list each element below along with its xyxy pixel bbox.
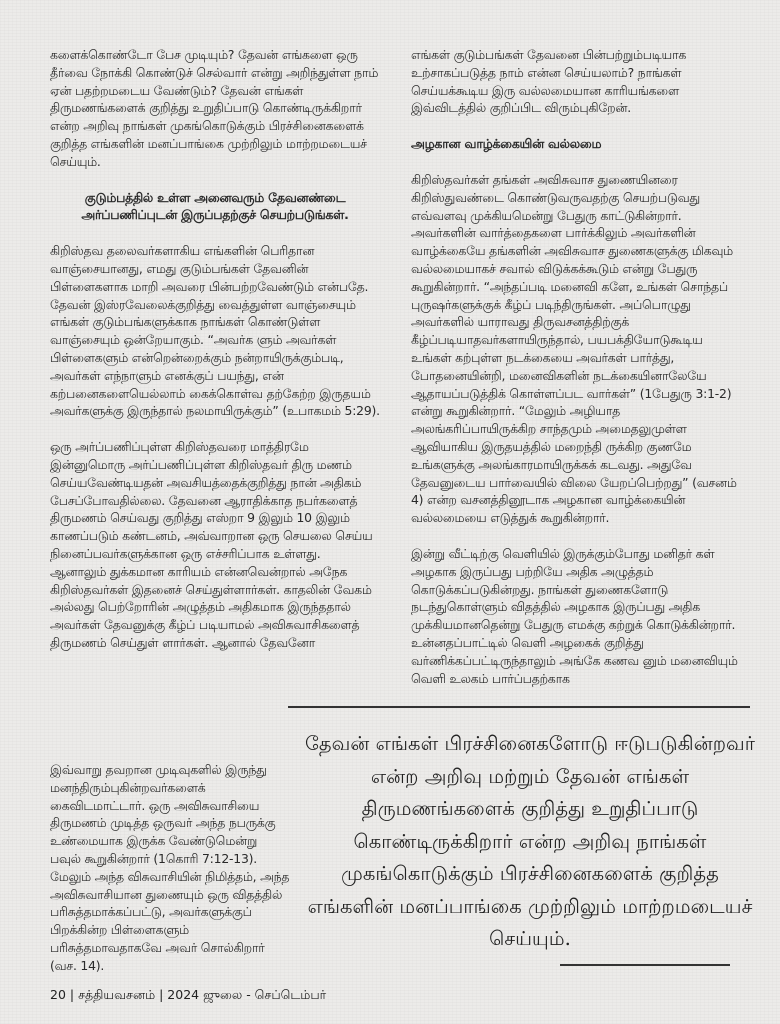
quote-bottom-rule [560, 964, 730, 966]
pull-quote: தேவன் எங்கள் பிரச்சினைகளோடு ஈடுபடுகின்றவர் என்ற அறிவு மற்றும் தேவன் எங்கள் திருமணங்களைக் குறித்து உறுதிப்பாடு கொண்டிருக்கிறார் என்ற அறிவு நாங்கள் முகங்கொடுக்கும் பிரச்சினைகளைக் குறித்த எங்களின் மனப்பாங்கை முற்றிலும் மாற்றமடையச் செய்யும். [304, 732, 756, 950]
paragraph-leaders: கிறிஸ்தவ தலைவர்களாகிய எங்களின் பெரிதான வாஞ்சையானது, எமது குடும்பங்கள் தேவனின் பிள்ளைகளாக மாறி அவரை பின்பற்றவேண்டும் என்பதே. தேவன் இஸ்ரவேலைக்குறித்து வைத்துள்ள வாஞ்சையும் எங்கள் குடும்பங்களுக்காக நாங்கள் கொண்டுள்ள வாஞ்சையும் ஒன்றேயாகும். “அவர்க ளும் அவர்கள் பிள்ளைகளும் என்றென்றைக்கும் நன்றாயிருக்கும்படி, அவர்கள் எந்நாளும் எனக்குப் பயந்து, என் கற்பனைகளையெல்லாம் கைக்கொள்வ தற்கேற்ற இருதயம் அவர்களுக்கு இருந்தால் நலமாயிருக்கும்” (உபாகமம் 5:29). [50, 243, 380, 419]
paragraph-today: இன்று வீட்டிற்கு வெளியில் இருக்கும்போது மனிதர் கள் அழகாக இருப்பது பற்றியே அதிக அழுத்தம் கொடுக்கப்படுகின்றது. நாங்கள் துணைகளோடு நடந்துகொள்ளும் விதத்தில் அழகாக இருப்பது அதிக முக்கியமானதென்று பேதுரு எமக்கு கற்றுக் கொடுக்கின்றார். உன்னதப்பாட்டில் வெளி அழகைக் குறித்து வர்ணிக்கப்பட்டிருந்தாலும் அங்கே கணவ னும் மனைவியும் வெளி உலகம் பார்ப்பதற்காக [411, 545, 738, 686]
paragraph-intro: களைக்கொண்டோ பேச முடியும்? தேவன் எங்களை ஒரு தீர்வை நோக்கி கொண்டுச் செல்வார் என்று அறிந்துள்ள நாம் ஏன் பதற்றமடைய வேண்டும்? தேவன் எங்கள் திருமணங்களைக் குறித்து உறுதிப்பாடு கொண்டிருக்கிறார் என்ற அறிவு நாங்கள் முகங்கொடுக்கும் பிரச்சினைகளைக் குறித்த எங்களின் மனப்பாங்கை முற்றிலும் மாற்றமடையச் செய்யும். [50, 47, 379, 169]
paragraph-marriage: ஒரு அர்ப்பணிப்புள்ள கிறிஸ்தவரை மாத்திரமே இன்னுமொரு அர்ப்பணிப்புள்ள கிறிஸ்தவர் திரு மணம் செய்யவேண்டியதன் அவசியத்தைக்குறித்து நான் அதிகம் பேசப்போவதில்லை. தேவனை ஆராதிக்காத நபர்களைத் திருமணம் செய்வது குறித்து எஸ்றா 9 இலும் 10 இலும் காணப்படும் கண்டனம், அவ்வாறான ஒரு செயலை செய்ய நினைப்பவர்களுக்கான ஒரு எச்சரிப்பாக உள்ளது. ஆனாலும் துக்கமான காரியம் என்னவென்றால் அநேக கிறிஸ்தவர்கள் இதனைச் செய்துள்ளார்கள். காதலின் வேகம் அல்லது பெற்றோரின் அழுத்தம் அதிகமாக இருந்ததால் அவர்கள் தேவனுக்கு கீழ்ப் படியாமல் அவிசுவாசிகளைத் திருமணம் செய்துள் ளார்கள். ஆனால் தேவனோ [50, 439, 373, 650]
section-subheading: குடும்பத்தில் உள்ள அனைவரும் தேவனண்டை அர்ப்பணிப்புடன் இருப்பதற்குச் செயற்படுங்கள். [81, 189, 349, 223]
section-subheading-beauty: அழகான வாழ்க்கையின் வல்லமை [411, 136, 602, 152]
paragraph-narrow: இவ்வாறு தவறான முடிவுகளில் இருந்து மனந்திரும்புகின்றவர்களைக் கைவிடமாட்டார். ஒரு அவிசுவாசியை திருமணம் முடித்த ஒருவர் அந்த நபருக்கு உண்மையாக இருக்க வேண்டுமென்று பவுல் கூறுகின்றார் (1கொரி 7:12-13). மேலும் அந்த விசுவாசியின் நிமித்தம், அந்த அவிசுவாசியான துணையும் ஒரு விதத்தில் பரிசுத்தமாக்கப்பட்டு, அவர்களுக்குப் பிறக்கின்ற பிள்ளைகளும் பரிசுத்தமாவதாகவே அவர் சொல்கிறார் (வச. 14). [50, 762, 290, 973]
left-column-narrow [50, 761, 290, 975]
right-column [411, 46, 741, 687]
paragraph-top: எங்கள் குடும்பங்கள் தேவனை பின்பற்றும்படியாக உற்சாகப்படுத்த நாம் என்ன செய்யலாம்? நாங்கள் செய்யக்கூடிய இரு வல்லமையான காரியங்களை இவ்விடத்தில் குறிப்பிட விரும்புகிறேன். [411, 47, 687, 116]
paragraph-beauty: கிறிஸ்தவர்கள் தங்கள் அவிசுவாச துணையினரை கிறிஸ்துவண்டை கொண்டுவருவதற்கு செயற்படுவது எவ்வளவு முக்கியமென்று பேதுரு காட்டுகின்றார். அவர்களின் வார்த்தைகளை பார்க்கிலும் அவர்களின் வாழ்க்கையே தங்களின் அவிசுவாச துணைகளுக்கு மிகவும் வல்லமையாகச் சவால் விடுக்கக்கூடும் என்று பேதுரு கூறுகின்றார். “அந்தப்படி மனைவி களே, உங்கள் சொந்தப் புருஷர்களுக்குக் கீழ்ப் படிந்திருங்கள். அப்பொழுது அவர்களில் யாராவது திருவசனத்திற்குக் கீழ்ப்படியாதவர்களாயிருந்தால், பயபக்தியோடுகூடிய உங்கள் கற்புள்ள நடக்கையை அவர்கள் பார்த்து, போதனையின்றி, மனைவிகளின் நடக்கையினாலேயே ஆதாயப்படுத்திக் கொள்ளப்பட வார்கள்” (1பேதுரு 3:1-2) என்று கூறுகின்றார். “மேலும் அழியாத அலங்கரிப்பாயிருக்கிற சாந்தமும் அமைதலுமுள்ள ஆவியாகிய இருதயத்தில் மறைந்தி ருக்கிற குணமே உங்களுக்கு அலங்காரமாயிருக்கக் கடவது. அதுவே தேவனுடைய பார்வையில் விலை யேறப்பெற்றது” (வசனம் 4) என்ற வசனத்தினூடாக அழகான வாழ்க்கையின் வல்லமையை எடுத்துக் கூறுகின்றார். [411, 171, 737, 526]
quote-top-rule [288, 706, 750, 708]
page-footer: 20 | சத்தியவசனம் | 2024 ஜுலை - செப்டெம்பர் [50, 987, 327, 1002]
left-column [50, 46, 380, 652]
